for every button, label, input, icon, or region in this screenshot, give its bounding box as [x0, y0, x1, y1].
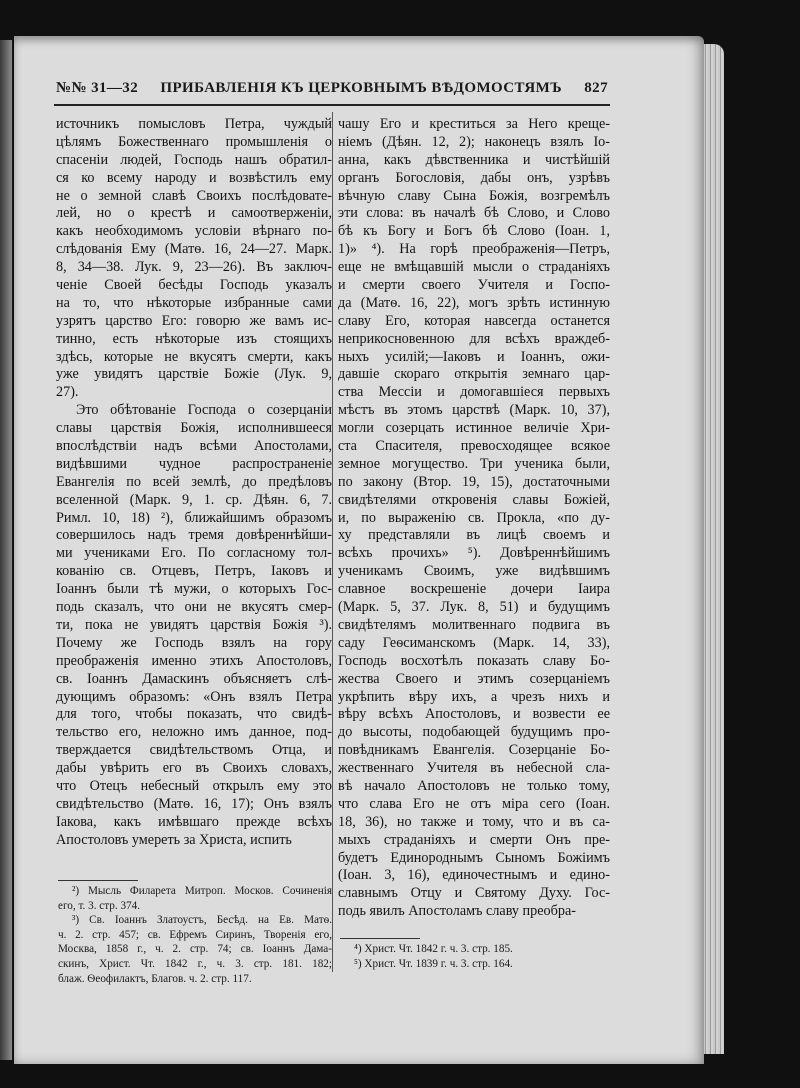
- left-column-line: ти, пока не увидятъ царствія Божія ³).: [56, 616, 332, 633]
- right-column-line: (Марк. 5, 37. Лук. 8, 51) и будущимъ: [338, 599, 610, 616]
- left-column-line: совершилось надъ тремя довѣреннѣйши-: [56, 527, 332, 544]
- left-column-line: тверждается свидѣтельствомъ Отца, и: [56, 742, 332, 759]
- right-column-line: славу Его, которая навсегда останется: [338, 312, 610, 329]
- footnotes-left: [58, 884, 332, 986]
- right-column-line: неприкосновенною для всѣхъ враждеб-: [338, 330, 610, 347]
- left-column-line: 8, 34—38. Лук. 9, 23—26). Въ заключ-: [56, 259, 332, 276]
- right-column-line: будетъ Единороднымъ Сыномъ Божіимъ: [338, 849, 610, 866]
- left-column-line: тельство его, неложно имъ данное, под-: [56, 724, 332, 741]
- footnotes-right-line: ⁵) Христ. Чт. 1839 г. ч. 3. стр. 164.: [354, 957, 513, 970]
- footnotes-left-line: ²) Мысль Филарета Митроп. Москов. Сочиненія: [72, 885, 332, 897]
- left-column-line: свидѣтельство (Матѳ. 16, 17); Онъ взялъ: [56, 795, 332, 812]
- right-column-line: ста Спасителя, превосходящее всякое: [338, 438, 610, 455]
- right-column-line: эти слова: въ началѣ бѣ Слово, и Слово: [338, 205, 610, 222]
- journal-title: ПРИБАВЛЕНІЯ КЪ ЦЕРКОВНЫМЪ ВѢДОМОСТЯМЪ: [160, 80, 563, 96]
- left-column-line: Апостоловъ умереть за Христа, испить: [56, 831, 292, 848]
- right-column-line: анна, какъ дѣвственника и чистѣйшій: [338, 151, 610, 168]
- footnote-rule-left: [58, 880, 138, 881]
- right-column-line: укрѣпить вѣру ихъ, а чрезъ нихъ и: [338, 688, 610, 705]
- left-column-line: кованію св. Отцевъ, Петръ, Іаковъ и: [56, 563, 332, 580]
- right-column-line: что слава Его не отъ міра сего (Іоан.: [338, 795, 610, 812]
- right-column-line: жества Своего и этимъ созерцаніемъ: [338, 670, 610, 687]
- left-column-line: преображенія именно этихъ Апостоловъ,: [56, 652, 332, 669]
- left-column-line: 27).: [56, 384, 79, 401]
- header-rule: [54, 104, 610, 106]
- right-column-line: жественнаго Учителя въ небесной сла-: [338, 760, 610, 777]
- right-column-line: подь явилъ Апостоламъ славу преобра-: [338, 903, 576, 920]
- left-column-line: цѣлямъ Божественнаго промышленія о: [56, 133, 332, 150]
- left-column-line: не о земной славѣ Своихъ послѣдовате-: [56, 187, 332, 204]
- left-column-line: здѣсь, которые не вкусятъ смерти, какъ: [56, 348, 332, 365]
- left-column-line: ченіе Своей бесѣды Господь указалъ: [56, 277, 332, 294]
- left-column-line: на то, что нѣкоторые избранные сами: [56, 294, 332, 311]
- left-column-line: ся ко всему народу и возвѣстилъ ему: [56, 169, 332, 186]
- left-column-line: Почему же Господь взялъ на гору: [56, 634, 332, 651]
- footnotes-right: [340, 942, 610, 971]
- right-column-line: всѣхъ прочихъ» ⁵). Довѣреннѣйшимъ: [338, 545, 610, 562]
- right-column-line: еще не вмѣщавшій мысли о страданіяхъ: [338, 259, 610, 276]
- left-column-line: дабы увѣрить его въ Своихъ словахъ,: [56, 760, 332, 777]
- left-column-line: видѣвшими чудное распространеніе: [56, 455, 332, 472]
- left-column-line: что Отецъ небесный открылъ ему это: [56, 777, 332, 794]
- left-column-line: Іоаннъ были тѣ мужи, о которыхъ Гос-: [56, 581, 332, 598]
- footnotes-left-line: его, т. 3. стр. 374.: [58, 899, 141, 912]
- left-column-line: спасеніи людей, Господь нашъ обратил-: [56, 151, 332, 168]
- right-column-line: свидѣтелями откровенія славы Божіей,: [338, 491, 610, 508]
- right-column-line: саду Геѳсиманскомъ (Марк. 14, 33),: [338, 634, 610, 651]
- right-column-line: вѣ начало Апостоловъ не только тому,: [338, 777, 610, 794]
- right-column-line: славное воскрешеніе дочери Іаира: [338, 581, 610, 598]
- right-column-line: да (Матѳ. 16, 22), могъ зрѣть истинную: [338, 294, 610, 311]
- footnotes-left-line: Москва, 1858 г., ч. 2. стр. 74; св. Іоаннъ Дама-: [58, 943, 332, 956]
- right-column-line: вѣчную славу Сына Божія, возгремѣлъ: [338, 187, 610, 204]
- left-column-line: какъ необходимомъ условіи вѣрнаго по-: [56, 223, 332, 240]
- right-column-line: (Іоан. 3, 16), единочестнымъ и едино-: [338, 867, 610, 884]
- left-column-line: слѣдованія Ему (Матѳ. 16, 24—27. Марк.: [56, 241, 332, 258]
- right-column-line: мѣстъ въ этомъ царствѣ (Марк. 10, 37),: [338, 402, 610, 419]
- left-column-line: уже увидятъ царствіе Божіе (Лук. 9,: [56, 366, 332, 383]
- right-column-line: ныхъ усилій;—Іаковъ и Іоаннъ, ожи-: [338, 348, 610, 365]
- right-column-line: мыхъ страданіяхъ и смерти Онъ пре-: [338, 831, 610, 848]
- column-divider: [332, 112, 333, 972]
- left-column-line: ми учениками Его. По согласному тол-: [56, 545, 332, 562]
- right-column-line: ху представляли въ лицѣ своемъ и: [338, 527, 610, 544]
- right-column-line: до высоты, подобающей будущимъ про-: [338, 724, 610, 741]
- right-column-line: могли созерцать истинное величіе Хри-: [338, 420, 610, 437]
- right-column-line: органъ Богословія, дабы онъ, узрѣвъ: [338, 169, 610, 186]
- left-column-line: дующимъ образомъ: «Онъ взялъ Петра: [56, 688, 332, 705]
- right-column-line: повѣдникамъ Евангелія. Созерцаніе Бо-: [338, 742, 610, 759]
- left-column-line: впослѣдствіи надъ всѣми Апостолами,: [56, 438, 332, 455]
- right-column-line: давшіе скораго открытія земнаго цар-: [338, 366, 610, 383]
- right-column-line: бѣ къ Богу и Богъ бѣ Слово (Іоан. 1,: [338, 223, 610, 240]
- right-text-column: [338, 116, 610, 921]
- right-column-line: ніемъ (Дѣян. 12, 2); наконецъ взялъ Іо-: [338, 133, 610, 150]
- left-text-column: [56, 116, 332, 850]
- left-column-line: Это обѣтованіе Господа о созерцаніи: [76, 402, 332, 419]
- right-column-line: по закону (Втор. 19, 15), достаточными: [338, 473, 610, 490]
- right-column-line: 1)» ⁴). На горѣ преображенія—Петръ,: [338, 241, 610, 258]
- right-column-line: чашу Его и креститься за Него креще-: [338, 116, 610, 132]
- left-column-line: источникъ помысловъ Петра, чуждый: [56, 116, 332, 132]
- right-column-line: вѣру всѣхъ Апостоловъ, и возвести ее: [338, 706, 610, 723]
- footnotes-right-line: ⁴) Христ. Чт. 1842 г. ч. 3. стр. 185.: [354, 943, 513, 955]
- page-number: 827: [584, 80, 608, 96]
- left-column-line: св. Іоаннъ Дамаскинъ объясняетъ слѣ-: [56, 670, 332, 687]
- left-column-line: Іакова, какъ имѣвшаго прежде всѣхъ: [56, 813, 332, 830]
- footnotes-left-line: ³) Св. Іоаннъ Златоустъ, Бесѣд. на Ев. Матѳ.: [72, 914, 332, 927]
- footnotes-left-line: блаж. Ѳеофилактъ, Благов. ч. 2. стр. 117.: [58, 972, 252, 985]
- book-left-edge: [0, 40, 12, 1060]
- right-column-line: 18, 36), но также и тому, что и въ са-: [338, 813, 610, 830]
- left-column-line: вселенной (Марк. 9, 1. ср. Дѣян. 6, 7.: [56, 491, 332, 508]
- right-column-line: земное могущество. Три ученика были,: [338, 455, 610, 472]
- right-column-line: свидѣтелямъ молитвеннаго подвига въ: [338, 616, 610, 633]
- issue-number: №№ 31—32: [56, 80, 139, 96]
- right-column-line: и смерти своего Учителя и Госпо-: [338, 277, 610, 294]
- footnote-rule-right: [340, 938, 420, 939]
- left-column-line: для того, чтобы показать, что свидѣ-: [56, 706, 332, 723]
- footnotes-left-line: скинъ, Христ. Чт. 1842 г., ч. 3. стр. 181. 182;: [58, 957, 332, 970]
- footnotes-left-line: ч. 2. стр. 457; св. Ефремъ Сиринъ, Творенія его,: [58, 928, 332, 941]
- left-column-line: лей, но о крестѣ и самоотверженіи,: [56, 205, 332, 222]
- left-column-line: Евангелія по всей землѣ, до предѣловъ: [56, 473, 332, 490]
- running-header: [56, 80, 608, 102]
- right-column-line: ства Мессіи и домогавшіеся первыхъ: [338, 384, 610, 401]
- left-column-line: узрятъ царство Его: говорю же вамъ ис-: [56, 312, 332, 329]
- left-column-line: Римл. 10, 18) ²), ближайшимъ образомъ: [56, 509, 332, 526]
- right-column-line: ученикамъ Своимъ, уже видѣвшимъ: [338, 563, 610, 580]
- left-column-line: славы царствія Божія, исполнившееся: [56, 420, 332, 437]
- right-column-line: Господь восхотѣлъ показать славу Бо-: [338, 652, 610, 669]
- left-column-line: тинно, есть нѣкоторые изъ стоящихъ: [56, 330, 332, 347]
- right-column-line: и, по выраженію св. Прокла, «по ду-: [338, 509, 610, 526]
- right-column-line: славнымъ Отцу и Святому Духу. Гос-: [338, 885, 610, 902]
- left-column-line: подь сказалъ, что они не вкусятъ смер-: [56, 599, 332, 616]
